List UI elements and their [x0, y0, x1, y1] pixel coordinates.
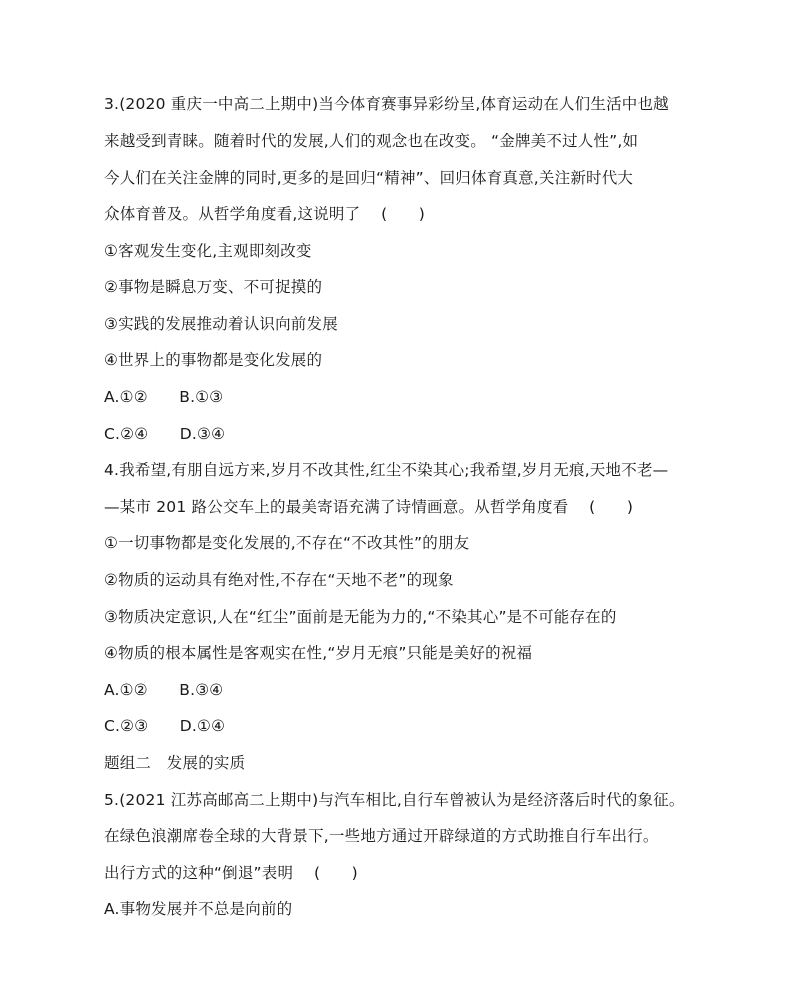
q4-options-cd: C.②③ D.①④	[104, 717, 226, 735]
q3-options-ab: A.①② B.①③	[104, 388, 224, 406]
q3-statement-4: ④世界上的事物都是变化发展的	[104, 351, 323, 369]
q5-option-a: A.事物发展并不总是向前的	[104, 900, 293, 918]
q4-statement-4: ④物质的根本属性是客观实在性,“岁月无痕”只能是美好的祝福	[104, 644, 533, 662]
q3-options-cd: C.②④ D.③④	[104, 425, 226, 443]
q4-stem-line-2: —某市 201 路公交车上的最美寄语充满了诗情画意。从哲学角度看 ( )	[104, 498, 634, 516]
q3-stem-line-2: 来越受到青睐。随着时代的发展,人们的观念也在改变。 “金牌美不过人性”,如	[104, 132, 639, 150]
q3-stem-line-1: 3.(2020 重庆一中高二上期中)当今体育赛事异彩纷呈,体育运动在人们生活中也越	[104, 95, 669, 113]
q4-statement-3: ③物质决定意识,人在“红尘”面前是无能为力的,“不染其心”是不可能存在的	[104, 608, 617, 626]
q4-stem-line-1: 4.我希望,有朋自远方来,岁月不改其性,红尘不染其心;我希望,岁月无痕,天地不老—	[104, 461, 669, 479]
q4-statement-2: ②物质的运动具有绝对性,不存在“天地不老”的现象	[104, 571, 454, 589]
q3-statement-1: ①客观发生变化,主观即刻改变	[104, 242, 312, 260]
q3-stem-line-4: 众体育普及。从哲学角度看,这说明了 ( )	[104, 205, 426, 223]
section-heading: 题组二 发展的实质	[104, 754, 246, 772]
q4-statement-1: ①一切事物都是变化发展的,不存在“不改其性”的朋友	[104, 534, 470, 552]
q5-stem-line-3: 出行方式的这种“倒退”表明 ( )	[104, 864, 358, 882]
q3-stem-line-3: 今人们在关注金牌的同时,更多的是回归“精神”、回归体育真意,关注新时代大	[104, 169, 634, 187]
q3-statement-3: ③实践的发展推动着认识向前发展	[104, 315, 338, 333]
q5-stem-line-2: 在绿色浪潮席卷全球的大背景下,一些地方通过开辟绿道的方式助推自行车出行。	[104, 827, 659, 845]
q5-stem-line-1: 5.(2021 江苏高邮高二上期中)与汽车相比,自行车曾被认为是经济落后时代的象征。	[104, 791, 685, 809]
q4-options-ab: A.①② B.③④	[104, 681, 224, 699]
q3-statement-2: ②事物是瞬息万变、不可捉摸的	[104, 278, 323, 296]
